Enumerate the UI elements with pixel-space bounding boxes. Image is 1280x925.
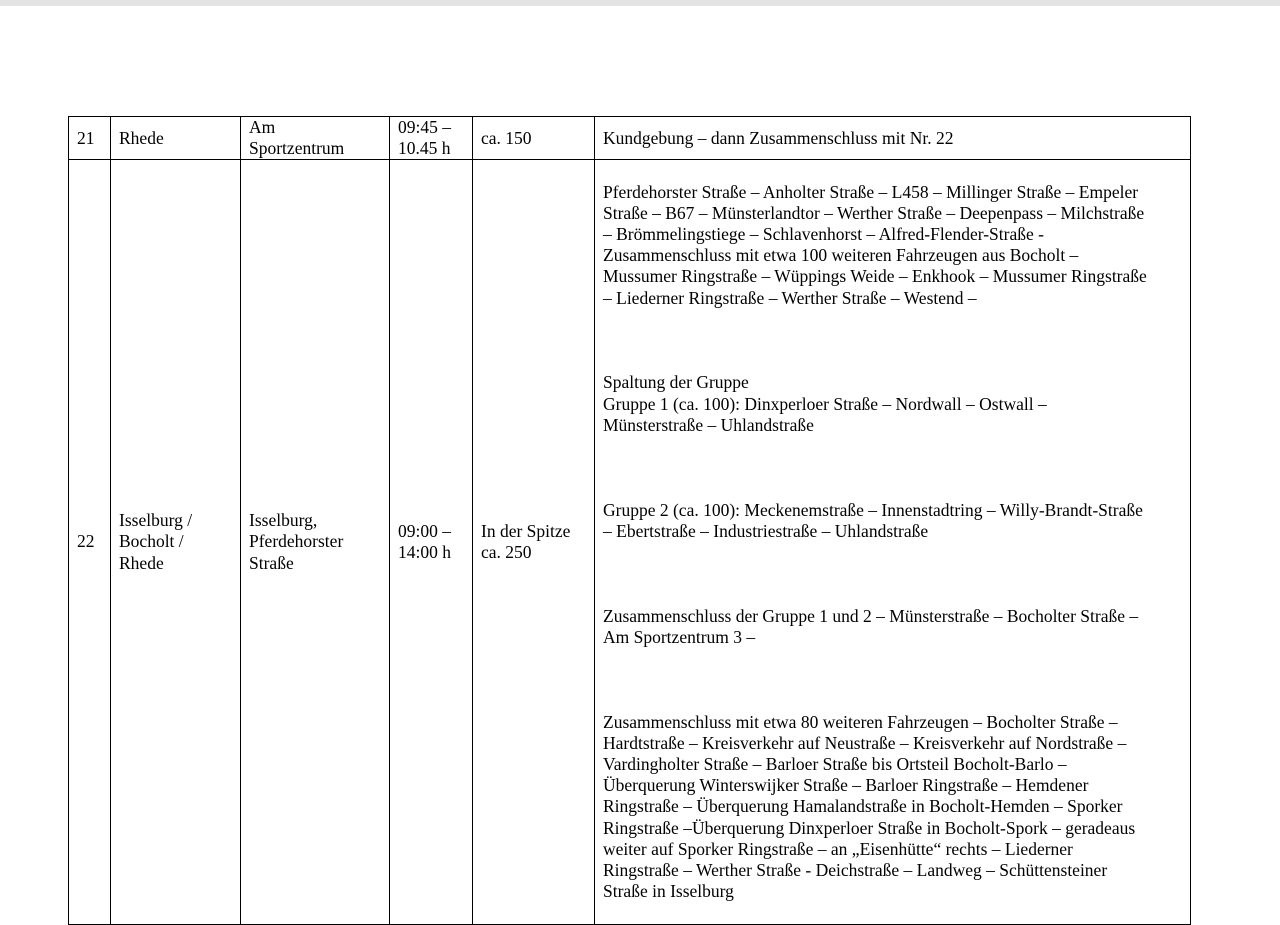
cell-nr: 21	[69, 117, 111, 160]
cell-zeit: 09:45 – 10.45 h	[390, 117, 473, 160]
cell-start: Isselburg, Pferdehorster Straße	[241, 160, 390, 924]
route-paragraph: Gruppe 2 (ca. 100): Meckenemstraße – Innenstadtring – Willy-Brandt-Straße – Ebertstraße – Industriestraße – Uhlandstraße	[603, 499, 1143, 541]
cell-zeit: 09:00 – 14:00 h	[390, 160, 473, 924]
table-row	[69, 117, 1191, 160]
route-paragraph: Pferdehorster Straße – Anholter Straße – L458 – Millinger Straße – Empeler Straße – B67 – Münsterlandtor – Werther Straße – Deepenpass – Milchstraße – Brömmelingstiege – Schlavenhorst – Alfred-Flender-Straße - Zusammenschluss mit etwa 100 weiteren Fahrzeugen aus Bocholt – Mussumer Ringstraße – Wüppings Weide – Enkhook – Mussumer Ringstraße – Liederner Ringstraße – Werther Straße – Westend –	[603, 181, 1147, 308]
route-paragraph: Zusammenschluss mit etwa 80 weiteren Fahrzeugen – Bocholter Straße – Hardtstraße – Kreisverkehr auf Neustraße – Kreisverkehr auf Nordstraße – Vardingholter Straße – Barloer Straße bis Ortsteil Bocholt-Barlo – Überquerung Winterswijker Straße – Barloer Ringstraße – Hemdener Ringstraße – Überquerung Hamalandstraße in Bocholt-Hemden – Sporker Ringstraße –Überquerung Dinxperloer Straße in Bocholt-Spork – geradeaus weiter auf Sporker Ringstraße – an „Eisenhütte“ rechts – Liederner Ringstraße – Werther Straße - Deichstraße – Landweg – Schüttensteiner Straße in Isselburg	[603, 711, 1136, 902]
table-row	[69, 160, 1191, 924]
cell-route	[595, 160, 1191, 924]
cell-start: Am Sportzentrum	[241, 117, 390, 160]
cell-ort: Rhede	[111, 117, 241, 160]
route-paragraph: Spaltung der Gruppe Gruppe 1 (ca. 100): Dinxperloer Straße – Nordwall – Ostwall – Münsterstraße – Uhlandstraße	[603, 372, 1047, 435]
cell-nr: 22	[69, 160, 111, 924]
cell-ort: Isselburg / Bocholt / Rhede	[111, 160, 241, 924]
cell-route: Kundgebung – dann Zusammenschluss mit Nr. 22	[595, 117, 1191, 160]
cell-teilnehmer: ca. 150	[473, 117, 595, 160]
route-table	[68, 116, 1191, 925]
document-page	[0, 6, 1280, 902]
cell-teilnehmer: In der Spitze ca. 250	[473, 160, 595, 924]
route-paragraph: Zusammenschluss der Gruppe 1 und 2 – Münsterstraße – Bocholter Straße – Am Sportzentrum 3 –	[603, 605, 1139, 647]
